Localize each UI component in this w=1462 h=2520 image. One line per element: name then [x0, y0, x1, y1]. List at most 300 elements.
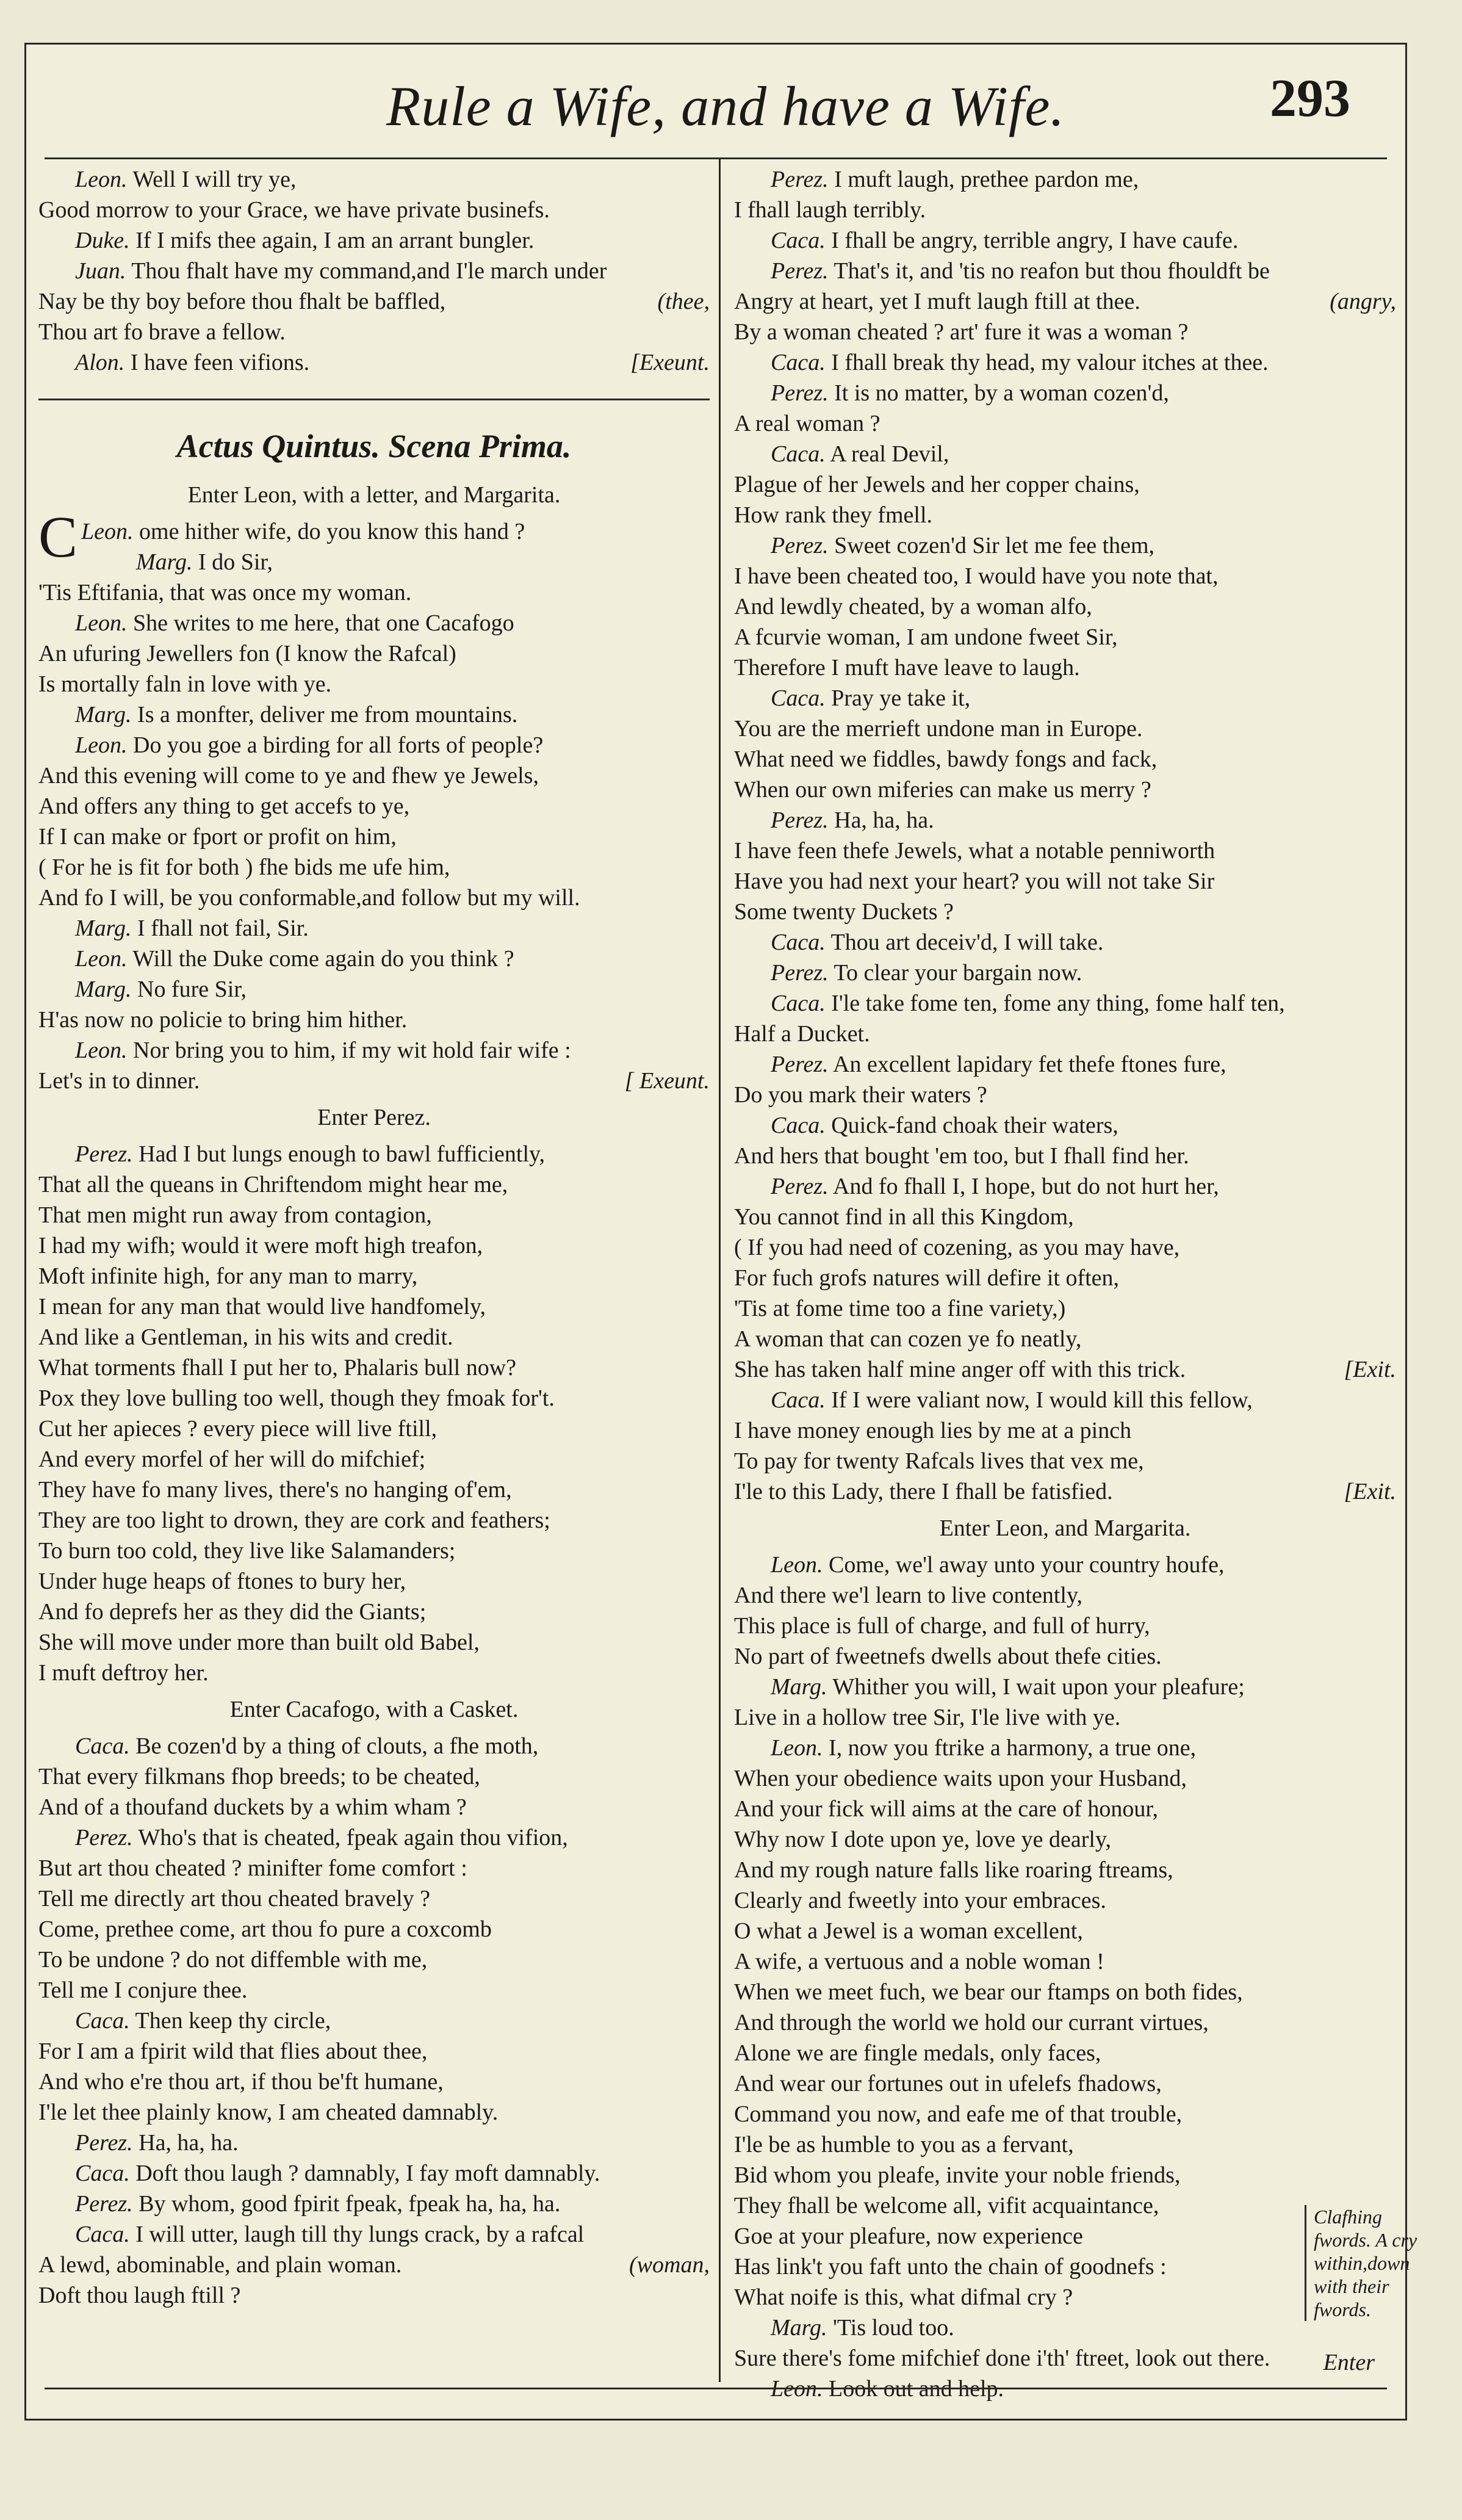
speaker-name: Leon. — [75, 1038, 128, 1063]
verse-line — [734, 2343, 1396, 2374]
line-text: For I am a fpirit wild that flies about thee, — [38, 2038, 428, 2064]
drop-cap: C — [38, 504, 78, 569]
line-text: Had I but lungs enough to bawl fufficiently, — [139, 1141, 546, 1167]
line-text: By a woman cheated ? art' fure it was a woman ? — [734, 319, 1189, 345]
verse-line — [38, 821, 710, 852]
stage-direction: Enter Leon, and Margarita. — [939, 1515, 1191, 1541]
verse-line — [38, 164, 710, 195]
line-text: Why now I dote upon ye, love ye dearly, — [734, 1827, 1112, 1852]
line-text: This place is full of charge, and full of hurry, — [734, 1613, 1150, 1639]
line-text: A real woman ? — [734, 411, 880, 436]
verse-line — [38, 1658, 710, 1688]
speaker-name: Perez. — [771, 380, 829, 406]
verse-line — [734, 1946, 1396, 1977]
verse-line — [38, 1200, 710, 1230]
verse-line — [38, 1291, 710, 1322]
line-text: Is a monfter, deliver me from mountains. — [137, 702, 518, 727]
verse-line — [734, 1110, 1396, 1141]
verse-line — [734, 1855, 1396, 1885]
verse-line — [38, 730, 710, 760]
verse-line — [38, 760, 710, 791]
verse-line — [734, 897, 1396, 927]
speaker-name: Caca. — [771, 685, 826, 711]
line-text: Alone we are fingle medals, only faces, — [734, 2040, 1101, 2066]
line-text: And your fick will aims at the care of honour, — [734, 1796, 1158, 1822]
line-text: And of a thoufand duckets by a whim wham ? — [38, 1794, 467, 1820]
verse-line — [38, 317, 710, 347]
line-text: I fhall break thy head, my valour itches at thee. — [831, 350, 1269, 375]
line-text: A real Devil, — [830, 441, 949, 467]
verse-line — [734, 1354, 1396, 1385]
speaker-name: Caca. — [771, 1113, 826, 1138]
line-text: No fure Sir, — [137, 977, 247, 1002]
speaker-name: Leon. — [771, 1552, 823, 1578]
line-text: Under huge heaps of ftones to bury her, — [38, 1569, 406, 1594]
line-text: O what a Jewel is a woman excellent, — [734, 1918, 1083, 1944]
verse-line — [38, 2280, 710, 2311]
verse-line — [734, 866, 1396, 897]
verse-line — [38, 883, 710, 913]
verse-line — [38, 1944, 710, 1975]
verse-line — [734, 1171, 1396, 1202]
line-text: She will move under more than built old Babel, — [38, 1630, 480, 1655]
speaker-name: Caca. — [75, 2008, 130, 2034]
line-text: You cannot find in all this Kingdom, — [734, 1204, 1074, 1230]
line-text: She has taken half mine anger off with this trick. — [734, 1357, 1186, 1382]
footer-rule — [45, 2388, 1387, 2389]
verse-line — [38, 1792, 710, 1822]
line-text: They fhall be welcome all, vifit acquaintance, — [734, 2193, 1159, 2219]
line-text: I'le take fome ten, fome any thing, fome half ten, — [831, 991, 1285, 1016]
verse-line — [38, 195, 710, 225]
line-text: Thou fhalt have my command,and I'le march under — [131, 258, 607, 284]
verse-line — [38, 669, 710, 699]
line-text: Quick-fand choak their waters, — [831, 1113, 1118, 1138]
verse-line — [734, 1080, 1396, 1110]
verse-line — [38, 1139, 710, 1169]
line-text: Angry at heart, yet I muft laugh ftill at thee. — [734, 289, 1140, 314]
line-text: Let's in to dinner. — [38, 1068, 200, 1094]
line-text: Whither you will, I wait upon your pleafure; — [832, 1674, 1245, 1700]
line-text: And like a Gentleman, in his wits and credit. — [38, 1324, 453, 1350]
stage-direction: Enter Cacafogo, with a Casket. — [229, 1697, 519, 1722]
line-text: And there we'l learn to live contently, — [734, 1583, 1083, 1608]
line-text: If I mifs thee again, I am an arrant bungler. — [135, 228, 535, 253]
verse-line — [734, 652, 1396, 683]
line-text: Have you had next your heart? you will not take Sir — [734, 868, 1215, 894]
speaker-name: Marg. — [136, 549, 193, 575]
speaker-name: Perez. — [75, 2130, 133, 2156]
line-text: And my rough nature falls like roaring ftreams, — [734, 1857, 1173, 1883]
verse-line — [734, 225, 1396, 256]
verse-line — [734, 591, 1396, 622]
stage-exit: [Exeunt. — [630, 350, 710, 375]
verse-line — [734, 1916, 1396, 1946]
verse-line — [38, 944, 710, 974]
verse-line — [734, 1733, 1396, 1763]
line-text: Half a Ducket. — [734, 1021, 870, 1047]
verse-line — [734, 958, 1396, 988]
verse-line — [734, 2129, 1396, 2160]
line-text: Be cozen'd by a thing of clouts, a fhe moth, — [135, 1733, 539, 1759]
right-top-block — [734, 164, 1396, 1507]
verse-line — [734, 1672, 1396, 1702]
verse-line — [38, 256, 710, 286]
speaker-name: Leon. — [75, 167, 128, 192]
verse-line — [734, 469, 1396, 500]
verse-line — [734, 713, 1396, 744]
verse-line — [734, 744, 1396, 774]
line-text: I'le to this Lady, there I fhall be fatisfied. — [734, 1479, 1113, 1504]
speaker-name: Alon. — [75, 350, 125, 375]
left-column — [38, 164, 710, 2311]
verse-line — [38, 1005, 710, 1035]
verse-line — [734, 2068, 1396, 2099]
line-text: I have feen vifions. — [130, 350, 310, 375]
line-text: I fhall not fail, Sir. — [137, 915, 309, 941]
speaker-name: Perez. — [771, 1052, 829, 1077]
line-text: I'le be as humble to you as a fervant, — [734, 2132, 1074, 2157]
line-text: I'le let thee plainly know, I am cheated damnably. — [38, 2099, 499, 2125]
line-text: Doft thou laugh ftill ? — [38, 2283, 241, 2308]
line-text: Will the Duke come again do you think ? — [132, 946, 514, 972]
line-text: That men might run away from contagion, — [38, 1202, 432, 1228]
line-text: To burn too cold, they live like Salamanders; — [38, 1538, 456, 1564]
verse-line — [38, 1169, 710, 1200]
line-text: Then keep thy circle, — [135, 2008, 331, 2034]
speaker-name: Caca. — [771, 930, 826, 955]
verse-line — [734, 561, 1396, 591]
line-text: Tell me I conjure thee. — [38, 1977, 248, 2003]
line-text: 'Tis Eftifania, that was once my woman. — [38, 580, 412, 605]
scene-block — [38, 1139, 710, 1688]
line-text: I have feen thefe Jewels, what a notable penniworth — [734, 838, 1215, 864]
speaker-name: Caca. — [771, 228, 826, 253]
line-text: Pox they love bulling too well, though they fmoak for't. — [38, 1385, 555, 1411]
line-text: I, now you ftrike a harmony, a true one, — [829, 1735, 1197, 1761]
verse-line — [734, 1763, 1396, 1794]
line-text: Come, prethee come, art thou fo pure a coxcomb — [38, 1916, 492, 1942]
verse-line — [734, 2007, 1396, 2038]
verse-line — [734, 1263, 1396, 1293]
speaker-name: Caca. — [75, 1733, 130, 1759]
line-text: And hers that bought 'em too, but I fhall find her. — [734, 1143, 1189, 1169]
verse-line — [734, 2160, 1396, 2190]
line-text: H'as now no policie to bring him hither. — [38, 1007, 408, 1033]
verse-line — [734, 1293, 1396, 1324]
verse-line — [734, 286, 1396, 317]
speaker-name: Caca. — [75, 2222, 130, 2247]
verse-line — [38, 2006, 710, 2036]
stage-direction: Enter Perez. — [317, 1105, 431, 1130]
speaker-name: Caca. — [771, 350, 826, 375]
line-text: And lewdly cheated, by a woman alfo, — [734, 594, 1092, 619]
verse-line — [734, 1141, 1396, 1171]
line-text: Nor bring you to him, if my wit hold fair wife : — [133, 1038, 571, 1063]
verse-line — [38, 1566, 710, 1597]
line-text: ome hither wife, do you know this hand ? — [139, 519, 525, 544]
verse-line — [38, 1914, 710, 1944]
verse-line — [734, 439, 1396, 469]
stage-exit: (angry, — [1330, 289, 1396, 314]
verse-line — [38, 852, 710, 883]
speaker-name: Leon. — [75, 732, 128, 758]
line-text: Pray ye take it, — [831, 685, 971, 711]
verse-line — [734, 1049, 1396, 1080]
verse-line — [734, 1977, 1396, 2007]
verse-line — [38, 2036, 710, 2067]
line-text: And fo deprefs her as they did the Giants; — [38, 1599, 427, 1625]
verse-line — [734, 988, 1396, 1019]
line-text: A lewd, abominable, and plain woman. — [38, 2252, 402, 2278]
speaker-name: Leon. — [75, 946, 128, 972]
line-text: Therefore I muft have leave to laugh. — [734, 655, 1080, 681]
verse-line — [734, 805, 1396, 836]
act-heading: Actus Quintus. Scena Prima. — [176, 428, 572, 464]
verse-line — [38, 1352, 710, 1383]
verse-line — [38, 1035, 710, 1066]
left-top-block — [38, 164, 710, 378]
verse-line — [734, 1885, 1396, 1916]
line-text: You are the merrieft undone man in Europe. — [734, 716, 1143, 742]
right-column — [734, 164, 1396, 2404]
line-text: When we meet fuch, we bear our ftamps on both fides, — [734, 1979, 1243, 2005]
section-rule — [38, 399, 710, 400]
line-text: Do you mark their waters ? — [734, 1082, 987, 1108]
marginal-note: Clafhing fwords. A cry within,down with their fwords. — [1305, 2205, 1430, 2321]
stage-exit: (woman, — [629, 2252, 710, 2278]
line-text: When your obedience waits upon your Husband, — [734, 1766, 1187, 1791]
verse-line — [734, 1794, 1396, 1824]
verse-line — [734, 378, 1396, 408]
line-text: No part of fweetnefs dwells about thefe cities. — [734, 1644, 1162, 1669]
speaker-name: Perez. — [771, 960, 829, 986]
line-text: Moft infinite high, for any man to marry, — [38, 1263, 418, 1289]
line-text: A woman that can cozen ye fo neatly, — [734, 1326, 1082, 1352]
verse-line — [38, 1505, 710, 1536]
verse-line — [734, 408, 1396, 439]
verse-line — [38, 225, 710, 256]
stage-exit: [Exit. — [1344, 1479, 1396, 1504]
verse-line — [38, 913, 710, 944]
line-text: Plague of her Jewels and her copper chains, — [734, 472, 1140, 497]
line-text: Command you now, and eafe me of that trouble, — [734, 2101, 1183, 2127]
line-text: A fcurvie woman, I am undone fweet Sir, — [734, 624, 1118, 650]
line-text: Goe at your pleafure, now experience — [734, 2223, 1083, 2249]
verse-line — [38, 699, 710, 730]
verse-line — [734, 2251, 1396, 2282]
speaker-name: Leon. — [81, 519, 134, 544]
line-text: She writes to me here, that one Cacafogo — [133, 610, 514, 636]
speaker-name: Marg. — [75, 915, 132, 941]
line-text: I have money enough lies by me at a pinch — [734, 1418, 1132, 1443]
scene-block — [38, 1731, 710, 2311]
stage-exit: [ Exeunt. — [624, 1068, 710, 1094]
verse-line — [734, 1446, 1396, 1476]
speaker-name: Perez. — [771, 807, 829, 833]
line-text: Ha, ha, ha. — [834, 807, 934, 833]
speaker-name: Juan. — [75, 258, 126, 284]
speaker-name: Perez. — [75, 1825, 133, 1850]
line-text: And offers any thing to get accefs to ye, — [38, 793, 410, 819]
line-text: To pay for twenty Rafcals lives that vex me, — [734, 1448, 1144, 1474]
line-text: Some twenty Duckets ? — [734, 899, 954, 925]
speaker-name: Marg. — [75, 702, 132, 727]
verse-line — [38, 2189, 710, 2219]
verse-line — [38, 1444, 710, 1475]
verse-line — [734, 164, 1396, 195]
verse-line — [38, 2067, 710, 2097]
verse-line — [734, 1580, 1396, 1611]
stage-exit: [Exit. — [1344, 1357, 1396, 1382]
speaker-name: Caca. — [771, 991, 826, 1016]
verse-line — [38, 974, 710, 1005]
header-rule — [45, 157, 1387, 159]
verse-line — [734, 195, 1396, 225]
verse-line — [734, 1550, 1396, 1580]
line-text: ( If you had need of cozening, as you may have, — [734, 1235, 1180, 1260]
line-text: I fhall laugh terribly. — [734, 197, 926, 223]
line-text: But art thou cheated ? minifter fome comfort : — [38, 1855, 467, 1881]
verse-line — [734, 1232, 1396, 1263]
speaker-name: Perez. — [75, 1141, 133, 1167]
verse-line — [734, 1641, 1396, 1672]
speaker-name: Duke. — [75, 228, 130, 253]
verse-line — [734, 530, 1396, 561]
verse-line — [38, 608, 710, 638]
line-text: And this evening will come to ye and fhew ye Jewels, — [38, 763, 539, 789]
speaker-name: Perez. — [771, 1174, 829, 1199]
speaker-name: Caca. — [771, 441, 826, 467]
verse-line — [38, 2158, 710, 2189]
verse-line — [38, 2250, 710, 2280]
verse-line — [734, 1202, 1396, 1232]
speaker-name: Perez. — [771, 167, 829, 192]
line-text: Doft thou laugh ? damnably, I fay moft damnably. — [135, 2161, 600, 2186]
speaker-name: Caca. — [75, 2161, 130, 2186]
speaker-name: Perez. — [75, 2191, 133, 2217]
line-text: I will utter, laugh till thy lungs crack, by a rafcal — [135, 2222, 585, 2247]
line-text: And fo I will, be you conformable,and follow but my will. — [38, 885, 580, 911]
verse-line — [734, 500, 1396, 530]
line-text: I have been cheated too, I would have you note that, — [734, 563, 1219, 589]
line-text: Sure there's fome mifchief done i'th' ftreet, look out there. — [734, 2345, 1270, 2371]
line-text: They have fo many lives, there's no hanging of'em, — [38, 1477, 512, 1503]
line-text: I muft deftroy her. — [38, 1660, 209, 1686]
line-text: To clear your bargain now. — [834, 960, 1082, 986]
speaker-name: Caca. — [771, 1387, 826, 1413]
line-text: Bid whom you pleafe, invite your noble friends, — [734, 2162, 1181, 2188]
line-text: That all the queans in Chriftendom might hear me, — [38, 1172, 508, 1197]
line-text: Sweet cozen'd Sir let me fee them, — [834, 533, 1155, 558]
scene-block — [38, 504, 710, 1096]
line-text: And every morfel of her will do mifchief; — [38, 1446, 426, 1472]
verse-line — [38, 1975, 710, 2006]
verse-line — [734, 256, 1396, 286]
line-text: Is mortally faln in love with ye. — [38, 671, 332, 697]
line-text: Who's that is cheated, fpeak again thou vifion, — [138, 1825, 568, 1850]
verse-line — [38, 1261, 710, 1291]
line-text: A wife, a vertuous and a noble woman ! — [734, 1949, 1104, 1974]
verse-line — [734, 774, 1396, 805]
verse-line — [734, 836, 1396, 866]
verse-line — [734, 1385, 1396, 1415]
line-text: I muft laugh, prethee pardon me, — [834, 167, 1139, 192]
line-text: Thou art deceiv'd, I will take. — [830, 930, 1104, 955]
stage-exit: (thee, — [657, 289, 710, 314]
verse-line — [734, 622, 1396, 652]
verse-line — [38, 1536, 710, 1566]
running-title: Rule a Wife, and have a Wife. — [386, 75, 1065, 137]
line-text: If I were valiant now, I would kill this fellow, — [831, 1387, 1253, 1413]
line-text: To be undone ? do not diffemble with me, — [38, 1947, 428, 1973]
verse-line — [38, 1853, 710, 1883]
verse-line — [38, 1761, 710, 1792]
line-text: 'Tis at fome time too a fine variety,) — [734, 1296, 1066, 1321]
line-text: And wear our fortunes out in ufelefs fhadows, — [734, 2071, 1162, 2096]
verse-line — [734, 1415, 1396, 1446]
verse-line — [734, 2221, 1396, 2251]
line-text: And fo fhall I, I hope, but do not hurt her, — [833, 1174, 1219, 1199]
line-text: Look out and help. — [829, 2376, 1004, 2402]
verse-line — [734, 1611, 1396, 1641]
verse-line — [734, 2099, 1396, 2129]
verse-line — [38, 1597, 710, 1627]
line-text: Cut her apieces ? every piece will live ftill, — [38, 1416, 438, 1442]
verse-line — [38, 1822, 710, 1853]
verse-line — [38, 1413, 710, 1444]
line-text: That's it, and 'tis no reafon but thou fhouldft be — [834, 258, 1270, 284]
verse-line — [38, 1627, 710, 1658]
verse-line — [38, 638, 710, 669]
line-text: For fuch grofs natures will defire it often, — [734, 1265, 1120, 1291]
verse-line — [734, 683, 1396, 713]
verse-line — [38, 2219, 710, 2250]
line-text: Do you goe a birding for all forts of people? — [133, 732, 544, 758]
speaker-name: Marg. — [771, 2315, 827, 2341]
verse-line — [38, 1322, 710, 1352]
verse-line — [734, 2038, 1396, 2068]
line-text: Live in a hollow tree Sir, I'le live with ye. — [734, 1705, 1121, 1730]
line-text: How rank they fmell. — [734, 502, 933, 528]
verse-line — [734, 927, 1396, 958]
verse-line — [38, 1731, 710, 1761]
line-text: Clearly and fweetly into your embraces. — [734, 1888, 1106, 1913]
verse-line — [38, 286, 710, 317]
speaker-name: Perez. — [771, 533, 829, 558]
verse-line — [734, 1324, 1396, 1354]
verse-line — [38, 547, 710, 577]
line-text: They are too light to drown, they are cork and feathers; — [38, 1507, 550, 1533]
line-text: When our own miferies can make us merry ? — [734, 777, 1151, 803]
verse-line — [734, 1476, 1396, 1507]
line-text: 'Tis loud too. — [833, 2315, 954, 2341]
line-text: I fhall be angry, terrible angry, I have caufe. — [831, 228, 1239, 253]
line-text: And through the world we hold our currant virtues, — [734, 2010, 1209, 2035]
book-page — [24, 43, 1417, 2421]
verse-line — [734, 2282, 1396, 2312]
line-text: What noife is this, what difmal cry ? — [734, 2284, 1073, 2310]
line-text: Come, we'l away unto your country houfe, — [829, 1552, 1225, 1578]
stage-direction: Enter Leon, with a letter, and Margarita. — [187, 482, 561, 508]
line-text: Ha, ha, ha. — [139, 2130, 239, 2156]
verse-line — [734, 2190, 1396, 2221]
catchword: Enter — [1323, 2350, 1375, 2375]
verse-line — [734, 1824, 1396, 1855]
verse-line — [734, 1702, 1396, 1733]
line-text: ( For he is fit for both ) fhe bids me ufe him, — [38, 854, 450, 880]
line-text: Good morrow to your Grace, we have private businefs. — [38, 197, 550, 223]
